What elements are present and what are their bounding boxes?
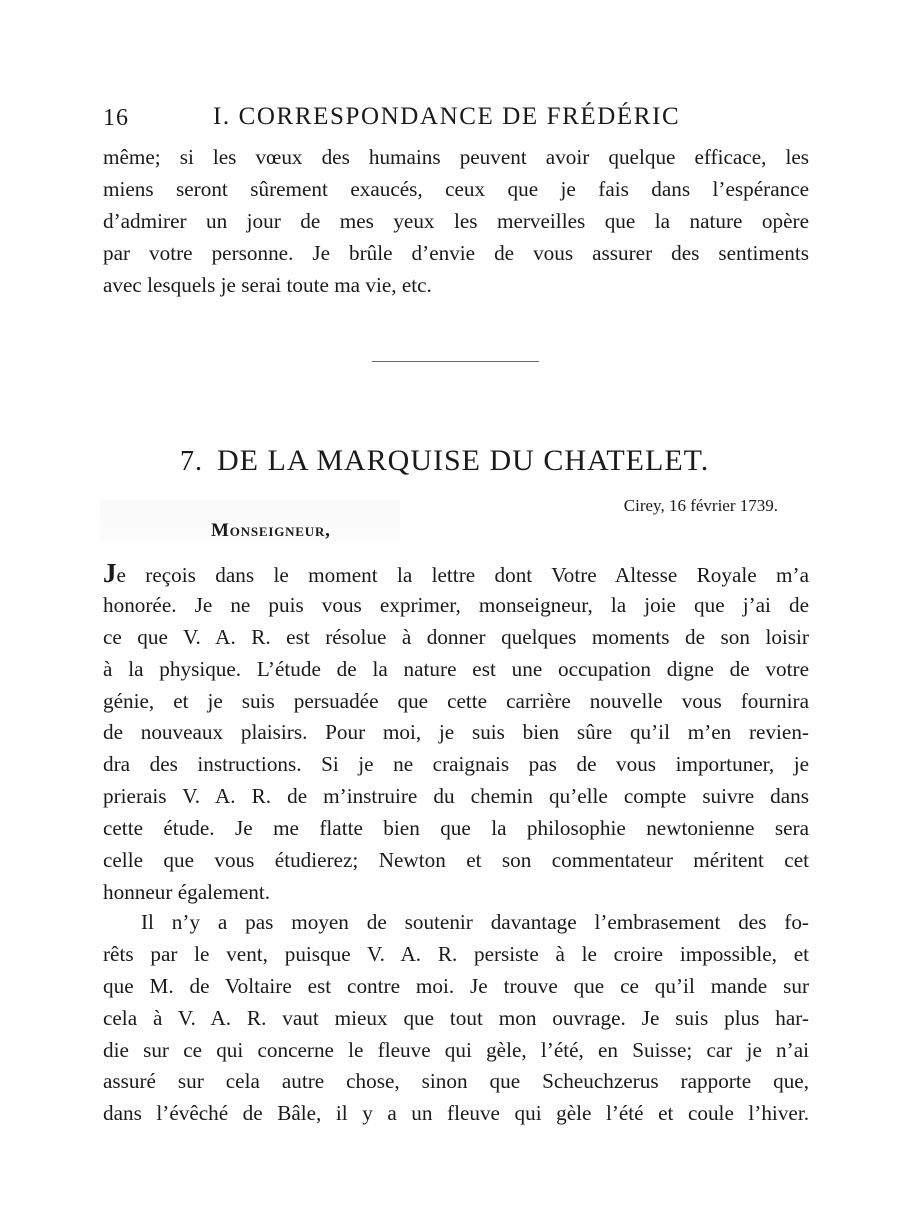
text-line: que M. de Voltaire est contre moi. Je trouve que ce qu’il mande sur — [103, 973, 809, 998]
text-line: celle que vous étudierez; Newton et son commentateur méritent cet — [103, 848, 809, 873]
page-number: 16 — [103, 105, 129, 131]
running-head — [103, 103, 803, 137]
section-divider-rule — [372, 361, 539, 362]
text-line: die sur ce qui concerne le fleuve qui gèle, l’été, en Suisse; car je n’ai — [103, 1037, 809, 1062]
text-line: prierais V. A. R. de m’instruire du chemin qu’elle compte suivre dans — [103, 784, 809, 809]
text-line: honorée. Je ne puis vous exprimer, monseigneur, la joie que j’ai de — [103, 592, 809, 617]
text-line: miens seront sûrement exaucés, ceux que je fais dans l’espérance — [103, 176, 809, 201]
text-line: assuré sur cela autre chose, sinon que Scheuchzerus rapporte que, — [103, 1069, 809, 1094]
text-line: cette étude. Je me flatte bien que la philosophie newtonienne sera — [103, 816, 809, 841]
text-line: honneur également. — [103, 879, 271, 904]
continuation-paragraph — [103, 142, 809, 301]
text-line: cela à V. A. R. vaut mieux que tout mon ouvrage. Je suis plus har- — [103, 1005, 809, 1030]
text-line: même; si les vœux des humains peuvent avoir quelque efficace, les — [103, 145, 809, 169]
text-line: dans l’évêché de Bâle, il y a un fleuve qui gèle l’été et coule l’hiver. — [103, 1101, 809, 1126]
text-line: par votre personne. Je brûle d’envie de vous assurer des sentiments — [103, 240, 809, 265]
text-line: dra des instructions. Si je ne craignais pas de vous importuner, je — [103, 752, 809, 777]
drop-cap: J — [103, 558, 117, 588]
text-line: Je reçois dans le moment la lettre dont Votre Altesse Royale m’a — [103, 558, 809, 588]
text-line: Il n’y a pas moyen de soutenir davantage l’embrasement des fo- — [141, 910, 809, 934]
letter-heading — [180, 444, 740, 478]
letter-paragraph-1 — [103, 558, 809, 909]
letter-number: 7. — [180, 446, 203, 477]
text-line: de nouveaux plaisirs. Pour moi, je suis bien sûre qu’il m’en revien- — [103, 720, 809, 745]
running-title: I. CORRESPONDANCE DE FRÉDÉRIC — [213, 103, 681, 130]
text-line: avec lesquels je serai toute ma vie, etc. — [103, 272, 432, 297]
dateline: Cirey, 16 février 1739. — [623, 496, 778, 515]
text-line: génie, et je suis persuadée que cette carrière nouvelle vous fournira — [103, 688, 809, 713]
letter-paragraph-2 — [103, 907, 809, 1130]
text-line: d’admirer un jour de mes yeux les merveilles que la nature opère — [103, 208, 809, 233]
text-line: rêts par le vent, puisque V. A. R. persiste à le croire impossible, et — [103, 941, 809, 966]
letter-title: DE LA MARQUISE DU CHATELET. — [217, 444, 710, 477]
salutation: Monseigneur, — [211, 520, 331, 541]
text-line: ce que V. A. R. est résolue à donner quelques moments de son loisir — [103, 624, 809, 649]
text-line: à la physique. L’étude de la nature est une occupation digne de votre — [103, 656, 809, 681]
